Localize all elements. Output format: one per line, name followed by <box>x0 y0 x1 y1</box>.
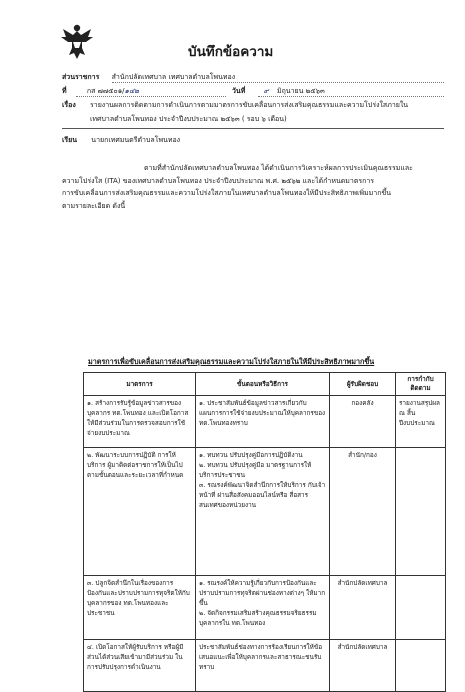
date-dotline <box>258 96 444 97</box>
header-responsible: ผู้รับผิดชอบ <box>330 373 396 396</box>
steps-cell <box>196 640 330 692</box>
steps-cell <box>196 576 330 640</box>
step-item: ประชาสัมพันธ์ช่องทางการร้องเรียนการให้ข้อเสนอแนะเพื่อให้บุคลากรและสาธารณะชนรับทราบ <box>199 643 323 671</box>
agency-dotline <box>112 82 444 83</box>
monitoring-cell <box>396 448 446 576</box>
ref-handwritten: ๑๔๒ <box>124 87 139 95</box>
responsible-cell: สำนักปลัดเทศบาล <box>330 576 396 640</box>
monitoring-cell: รายงานสรุปผล ณ สิ้นปีงบประมาณ <box>396 396 446 448</box>
table-row <box>84 576 446 640</box>
body-paragraph <box>62 162 434 212</box>
step-item: ๑. รณรงค์ให้ความรู้เกี่ยวกับการป้องกันและปราบปรามการทุจริตผ่านช่องทางต่างๆ ให้มากขึ้น <box>199 579 326 607</box>
section-title: มาตรการเพื่อขับเคลื่อนการส่งเสริมคุณธรรมและความโปร่งใสภายในให้มีประสิทธิภาพมากขึ้น <box>88 357 375 366</box>
step-item: ๒. ทบทวน ปรับปรุงคู่มือ มาตรฐานการให้บริการประชาชน <box>199 461 312 479</box>
measure-cell: ๔. เปิดโอกาสให้ผู้รับบริการ หรือผู้มี ส่วนได้ส่วนเสียเข้ามามีส่วนร่วม ในการปรับปรุงการดำเนินงาน <box>84 640 196 692</box>
ref-label: ที่ <box>62 87 67 95</box>
step-item: ๑. ทบทวน ปรับปรุงคู่มือการปฏิบัติงาน <box>199 451 303 459</box>
ref-value: กส ๗๗๕๐๑/ <box>86 87 125 95</box>
step-item: ๒. จัดกิจกรรมเสริมสร้างคุณธรรมจริยธรรมบุคลากรใน ทต.โพนทอง <box>199 609 317 627</box>
measure-cell: ๑. สร้างการรับรู้ข้อมูลข่าวสารของบุคลากร ทต.โพนทอง และเปิดโอกาสให้มีส่วนร่วมในการตรวจสอบการใช้จ่ายงบประมาณ <box>84 396 196 448</box>
garuda-emblem-icon <box>60 22 94 60</box>
date-label: วันที่ <box>232 87 246 95</box>
header-steps: ขั้นตอนหรือวิธีการ <box>196 373 330 396</box>
subject-row <box>62 100 76 111</box>
body-line-3: การขับเคลื่อนการส่งเสริมคุณธรรมและความโปร่งใสภายในเทศบาลตำบลโพนทองให้มีประสิทธิภาพเพิ่มมากขึ้น <box>62 189 392 197</box>
table-row <box>84 448 446 576</box>
date-day-handwritten: ๙ <box>263 87 269 95</box>
agency-label: ส่วนราชการ <box>62 73 100 81</box>
header-measure: มาตรการ <box>84 373 196 396</box>
agency-value: สำนักปลัดเทศบาล เทศบาลตำบลโพนทอง <box>111 73 236 81</box>
memo-title: บันทึกข้อความ <box>188 44 274 60</box>
measure-cell: ๓. ปลูกจิตสำนึกในเรื่องของการป้องกันและปราบปรามการทุจริตให้กับบุคลากรของ ทต.โพนทองและประชาชน <box>84 576 196 640</box>
responsible-cell: สำนัก/กอง <box>330 448 396 576</box>
steps-cell <box>196 448 330 576</box>
measure-cell: ๒. พัฒนาระบบการปฏิบัติ การให้บริการ ผู้มาติดต่อราชการให้เป็นไปตามขั้นตอนและระยะเวลาที่กำหนด <box>84 448 196 576</box>
responsible-cell: สำนักปลัดเทศบาล <box>330 640 396 692</box>
responsible-cell: กองคลัง <box>330 396 396 448</box>
date-value: มิถุนายน ๒๕๖๓ <box>276 87 325 95</box>
body-line-1: ตามที่สำนักปลัดเทศบาลตำบลโพนทอง ได้ดำเนินการวิเคราะห์ผลการประเมินคุณธรรมและ <box>144 164 413 172</box>
subject-line-2: เทศบาลตำบลโพนทอง ประจำปีงบประมาณ ๒๕๖๓ ( รอบ ๖ เดือน) <box>90 115 287 123</box>
subject-line-1: รายงานผลการติดตามการดำเนินการตามมาตรการขับเคลื่อนการส่งเสริมคุณธรรมและความโปร่งใสภายใน <box>90 101 409 109</box>
measures-table <box>83 372 446 692</box>
table-row <box>84 640 446 692</box>
table-header-row <box>84 373 446 396</box>
to-row <box>62 135 180 146</box>
subject-label: เรื่อง <box>62 101 76 109</box>
table-row <box>84 396 446 448</box>
body-line-4: ตามรายละเอียด ดังนี้ <box>62 201 126 210</box>
step-item: ๑. ประชาสัมพันธ์ข้อมูลข่าวสารเกี่ยวกับแผนการการใช้จ่ายงบประมาณให้บุคลากรของ ทต.โพนทองทราบ <box>199 399 326 427</box>
header-monitoring: การกำกับติดตาม <box>396 373 446 396</box>
steps-cell <box>196 396 330 448</box>
header-rule <box>62 128 444 129</box>
step-item: ๓. รณรงค์พัฒนาจิตสำนึกการให้บริการ กับเจ้าหน้าที่ ผ่านสื่อสังคมออนไลน์หรือ สื่อสารสนเทศของหน่วยงาน <box>199 481 326 509</box>
ref-dotline <box>76 96 226 97</box>
body-line-2: ความโปร่งใส (ITA) ของเทศบาลตำบลโพนทอง ประจำปีงบประมาณ พ.ศ. ๒๕๖๒ และได้กำหนดมาตรการ <box>62 176 375 185</box>
to-label: เรียน <box>62 136 78 144</box>
to-value: นายกเทศมนตรีตำบลโพนทอง <box>91 136 181 144</box>
monitoring-cell <box>396 640 446 692</box>
monitoring-cell <box>396 576 446 640</box>
